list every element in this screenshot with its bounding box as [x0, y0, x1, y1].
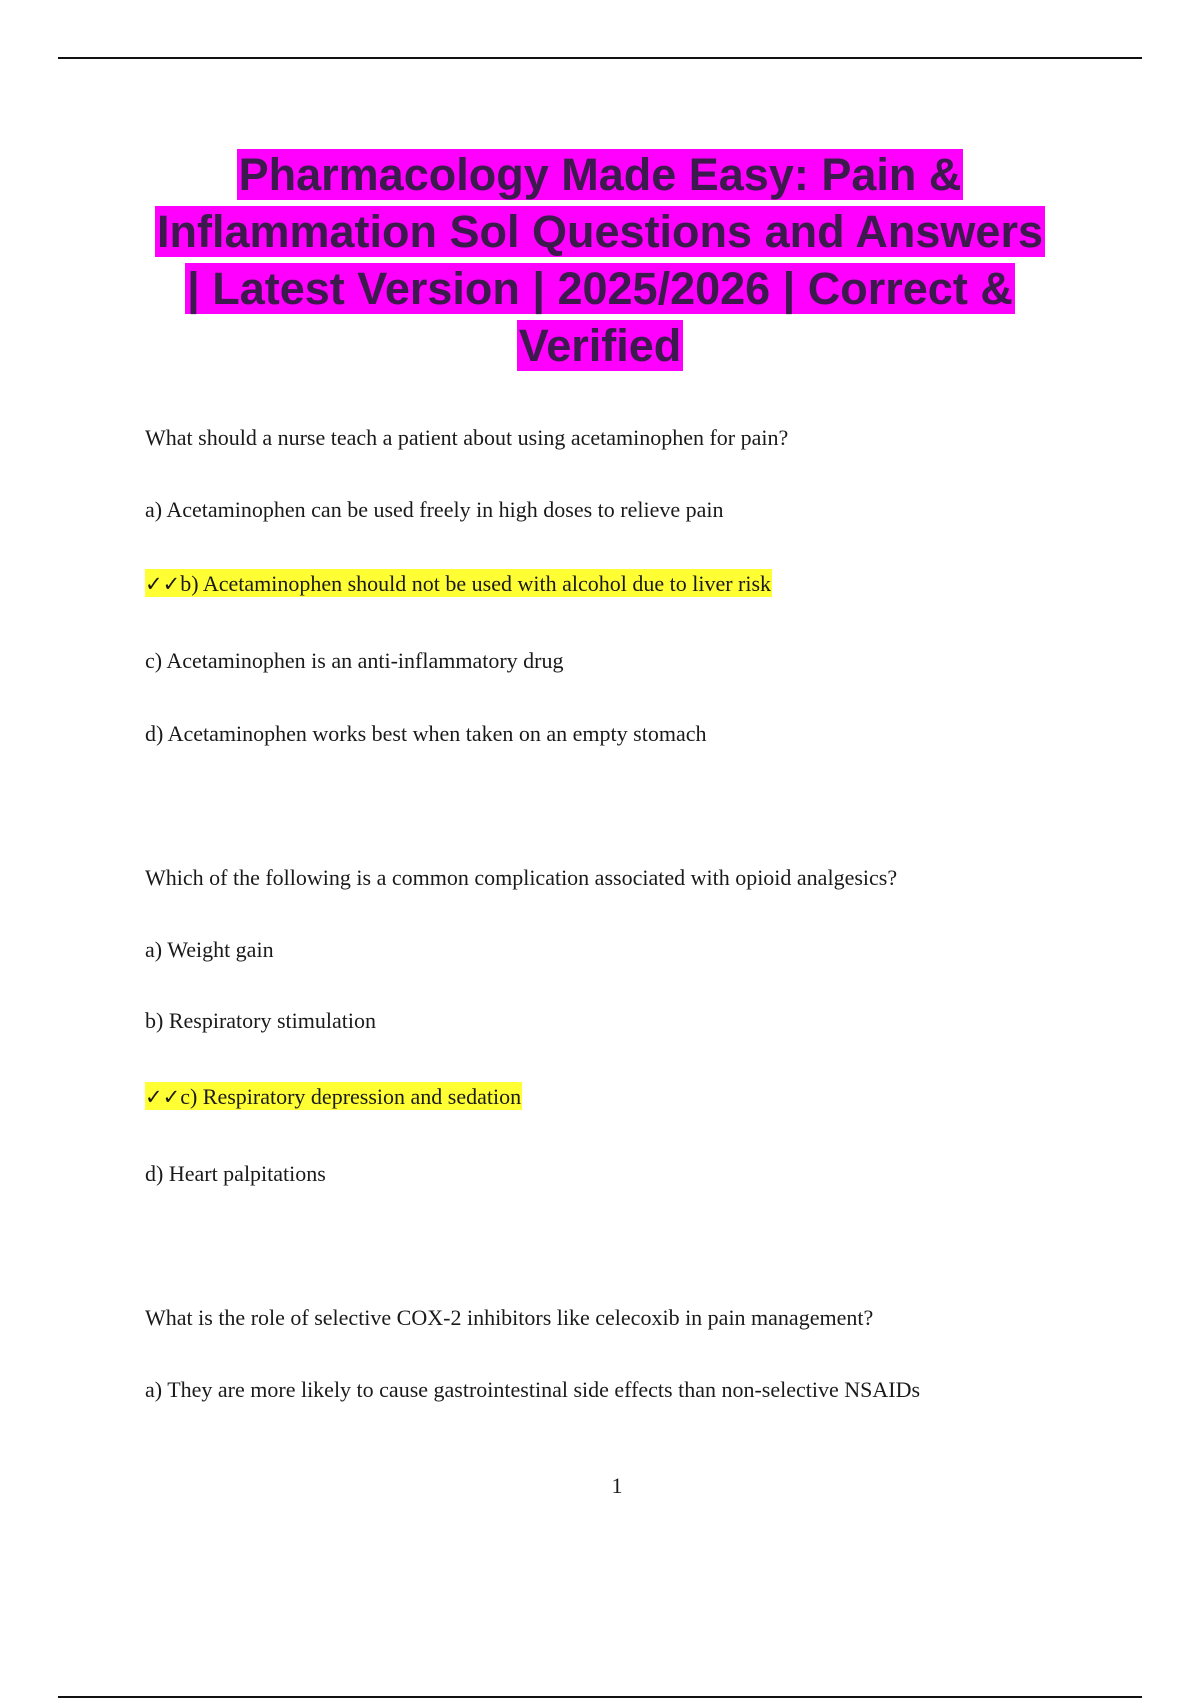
question-1-option-d: d) Acetaminophen works best when taken on an empty stomach: [145, 721, 707, 746]
correct-answer-text: b) Acetaminophen should not be used with alcohol due to liver risk: [180, 571, 772, 596]
top-rule: [58, 57, 1142, 59]
question-2-option-d: d) Heart palpitations: [145, 1161, 326, 1186]
title-highlight: Pharmacology Made Easy: Pain & Inflammation Sol Questions and Answers | Latest Version | 2025/2026 | Correct & Verified: [157, 149, 1043, 371]
question-2-option-b: b) Respiratory stimulation: [145, 1008, 376, 1033]
question-1-prompt: What should a nurse teach a patient about using acetaminophen for pain?: [145, 425, 789, 450]
document-title: [150, 146, 1050, 374]
correct-answer-highlight: [145, 569, 772, 597]
page-number: 1: [611, 1473, 623, 1498]
question-2-option-a: a) Weight gain: [145, 937, 274, 962]
double-check-icon: ✓✓: [145, 572, 181, 596]
question-1-option-a: a) Acetaminophen can be used freely in high doses to relieve pain: [145, 497, 724, 522]
question-3-option-a: a) They are more likely to cause gastrointestinal side effects than non-selective NSAIDs: [145, 1377, 921, 1402]
bottom-rule: [58, 1696, 1142, 1698]
double-check-icon: ✓✓: [145, 1085, 181, 1109]
question-3-prompt: What is the role of selective COX-2 inhibitors like celecoxib in pain management?: [145, 1305, 874, 1330]
question-2-option-c: [145, 1083, 522, 1111]
question-2-prompt: Which of the following is a common complication associated with opioid analgesics?: [145, 865, 898, 890]
correct-answer-highlight: [145, 1082, 522, 1110]
question-1-option-b: [145, 570, 772, 598]
correct-answer-text: c) Respiratory depression and sedation: [180, 1084, 522, 1109]
question-1-option-c: c) Acetaminophen is an anti-inflammatory drug: [145, 648, 564, 673]
